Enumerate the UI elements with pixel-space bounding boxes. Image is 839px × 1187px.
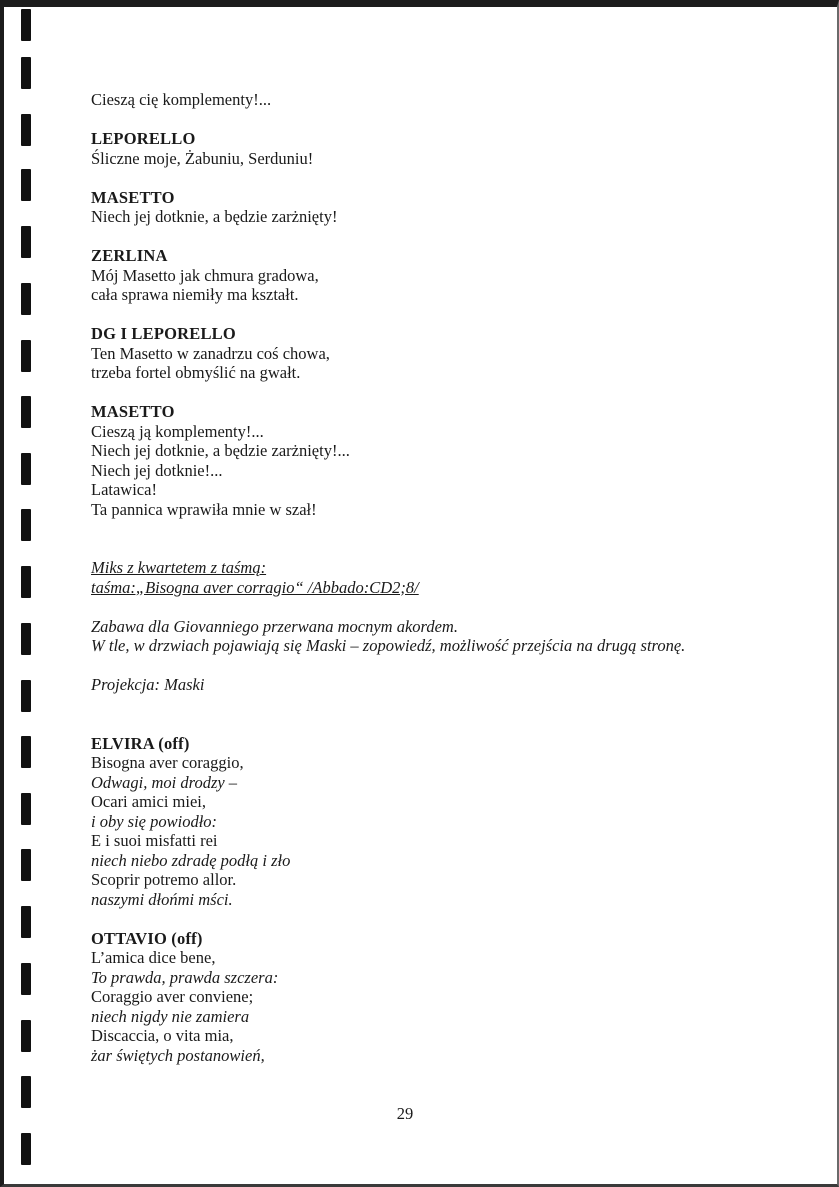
dialogue-line: Bisogna aver coraggio, (91, 753, 244, 772)
spacer (91, 695, 791, 734)
dialogue-line: Scoprir potremo allor. (91, 870, 237, 889)
binding-hole (21, 340, 31, 372)
dialogue-line: cała sprawa niemiły ma kształt. (91, 285, 299, 304)
libretto-text (91, 90, 791, 1065)
speaker-name: OTTAVIO (off) (91, 928, 203, 948)
text-block (91, 617, 791, 656)
spiral-binding (21, 0, 31, 1187)
stage-direction-line: niech niebo zdradę podłą i zło (91, 850, 291, 870)
dialogue-line: Ten Masetto w zanadrzu coś chowa, (91, 343, 330, 363)
stage-direction-line: Miks z kwartetem z taśmą: (91, 558, 267, 577)
binding-hole (21, 169, 31, 201)
binding-hole (21, 283, 31, 315)
speaker-block (91, 324, 791, 383)
binding-hole (21, 680, 31, 712)
binding-hole (21, 736, 31, 768)
speaker-name: LEPORELLO (91, 129, 196, 148)
stage-direction-line: W tle, w drzwiach pojawiają się Maski – zopowiedź, możliwość przejścia na drugą stronę. (91, 636, 686, 655)
dialogue-line: Ta pannica wprawiła mnie w szał! (91, 499, 317, 519)
spacer (91, 383, 791, 403)
spacer (91, 656, 791, 676)
binding-hole (21, 226, 31, 258)
spacer (91, 168, 791, 188)
binding-hole (21, 1020, 31, 1052)
stage-direction-line: To prawda, prawda szczera: (91, 967, 279, 987)
stage-direction-line: niech nigdy nie zamiera (91, 1006, 250, 1026)
text-block (91, 675, 791, 695)
text-block (91, 90, 791, 110)
speaker-name: ELVIRA (off) (91, 733, 190, 753)
binding-hole (21, 396, 31, 428)
dialogue-line: Discaccia, o vita mia, (91, 1026, 234, 1045)
spacer (91, 519, 791, 558)
speaker-block (91, 402, 791, 519)
binding-hole (21, 509, 31, 541)
page-number: 29 (396, 1104, 414, 1123)
stage-direction-line: Projekcja: Maski (91, 675, 205, 694)
binding-hole (21, 566, 31, 598)
binding-hole (21, 793, 31, 825)
binding-hole (21, 1076, 31, 1108)
dialogue-line: Niech jej dotknie, a będzie zarżnięty!... (91, 441, 350, 460)
binding-hole (21, 623, 31, 655)
speaker-block (91, 734, 791, 910)
dialogue-line: Niech jej dotknie!... (91, 460, 223, 480)
speaker-block (91, 246, 791, 305)
binding-hole (21, 57, 31, 89)
dialogue-line: Cieszą ją komplementy!... (91, 421, 264, 441)
speaker-name: MASETTO (91, 402, 175, 421)
speaker-block (91, 188, 791, 227)
speaker-block (91, 929, 791, 1066)
speaker-name: DG I LEPORELLO (91, 324, 236, 343)
dialogue-line: Niech jej dotknie, a będzie zarżnięty! (91, 207, 338, 226)
binding-hole (21, 1133, 31, 1165)
binding-hole (21, 906, 31, 938)
text-block (91, 558, 791, 597)
binding-hole (21, 849, 31, 881)
speaker-block (91, 129, 791, 168)
binding-hole (21, 114, 31, 146)
spacer (91, 909, 791, 929)
spacer (91, 597, 791, 617)
binding-hole (21, 963, 31, 995)
dialogue-line: Latawica! (91, 480, 157, 499)
dialogue-line: Coraggio aver conviene; (91, 987, 254, 1006)
dialogue-line: Ocari amici miei, (91, 792, 206, 811)
dialogue-line: L’amica dice bene, (91, 948, 216, 967)
spacer (91, 227, 791, 247)
stage-direction-line: naszymi dłońmi mści. (91, 889, 233, 909)
speaker-name: ZERLINA (91, 246, 168, 265)
dialogue-line: E i suoi misfatti rei (91, 831, 218, 850)
dialogue-line: trzeba fortel obmyślić na gwałt. (91, 363, 301, 382)
stage-direction-line: taśma:„Bisogna aver corragio“ /Abbado:CD2;8/ (91, 577, 419, 597)
dialogue-line: Cieszą cię komplementy!... (91, 90, 272, 109)
stage-direction-line: żar świętych postanowień, (91, 1045, 265, 1065)
dialogue-line: Mój Masetto jak chmura gradowa, (91, 265, 319, 285)
speaker-name: MASETTO (91, 187, 175, 207)
binding-hole (21, 9, 31, 41)
dialogue-line: Śliczne moje, Żabuniu, Serduniu! (91, 148, 314, 168)
binding-hole (21, 453, 31, 485)
spacer (91, 305, 791, 325)
stage-direction-line: Odwagi, moi drodzy – (91, 772, 238, 792)
spacer (91, 110, 791, 130)
stage-direction-line: i oby się powiodło: (91, 811, 218, 831)
stage-direction-line: Zabawa dla Giovanniego przerwana mocnym akordem. (91, 616, 458, 636)
